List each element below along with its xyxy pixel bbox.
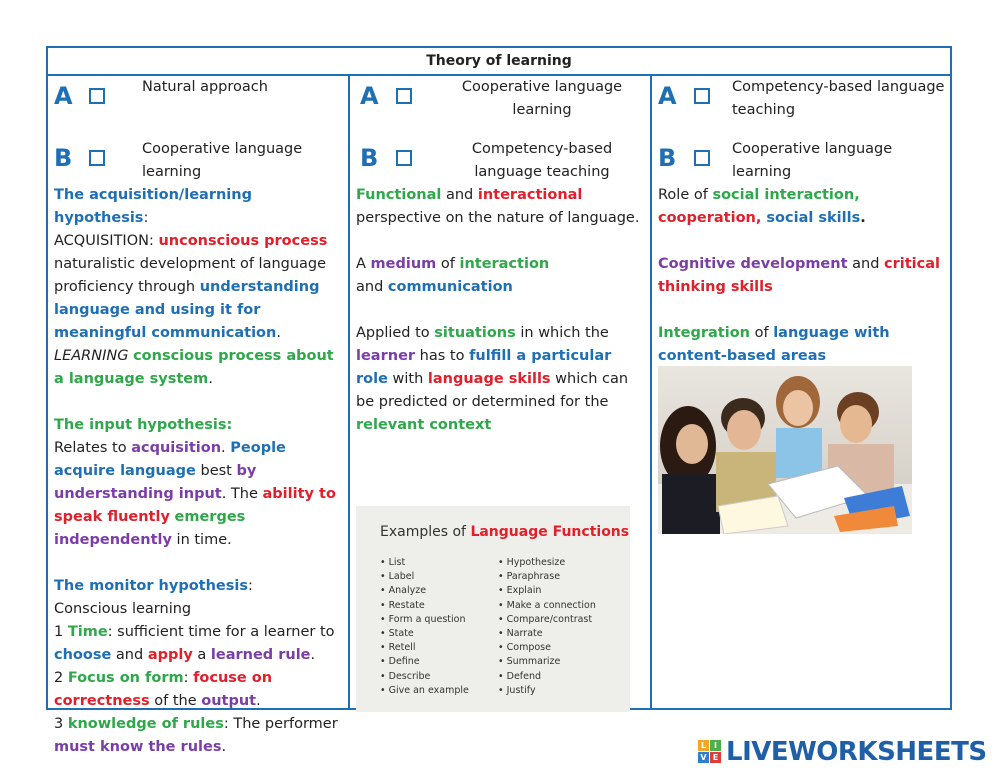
- text: perspective on the nature of language.: [356, 210, 640, 226]
- text: which can be predicted or determined for the: [356, 371, 629, 410]
- language-functions-left-list: [380, 556, 469, 698]
- students-photo: [658, 366, 912, 534]
- language-function-item: • Make a connection: [498, 599, 596, 613]
- table-title: Theory of learning: [48, 48, 950, 76]
- text: Applied to: [356, 325, 435, 341]
- role-paragraph: [658, 184, 944, 230]
- text: :: [143, 210, 149, 226]
- text: a: [192, 647, 211, 663]
- cognitive-paragraph: [658, 253, 944, 299]
- text: medium: [370, 256, 437, 272]
- monitor-heading: The monitor hypothesis: [54, 578, 248, 594]
- language-function-item: • Paraphrase: [498, 570, 596, 584]
- text: Relates to: [54, 440, 132, 456]
- input-heading: The input hypothesis:: [54, 417, 233, 433]
- text: . The: [221, 486, 263, 502]
- text: 1: [54, 624, 68, 640]
- language-function-item: • Justify: [498, 684, 596, 698]
- text: has to: [415, 348, 470, 364]
- option-b-letter: B: [658, 144, 677, 172]
- text: 2: [54, 670, 68, 686]
- language-function-item: • Summarize: [498, 655, 596, 669]
- option-a-checkbox[interactable]: [89, 88, 105, 104]
- text: : sufficient time for a learner to: [107, 624, 335, 640]
- language-function-item: • Defend: [498, 670, 596, 684]
- functional-paragraph: [356, 184, 646, 230]
- text: Integration: [658, 325, 750, 341]
- text: social skills: [761, 210, 861, 226]
- text: .: [221, 440, 231, 456]
- text: ability to speak fluently: [54, 486, 336, 525]
- text: and: [356, 279, 388, 295]
- text: People acquire language: [54, 440, 286, 479]
- option-b-checkbox[interactable]: [694, 150, 710, 166]
- language-function-item: • Compare/contrast: [498, 613, 596, 627]
- text: Role of: [658, 187, 713, 203]
- text: .: [276, 325, 281, 341]
- text: acquisition: [131, 440, 222, 456]
- text: and: [847, 256, 885, 272]
- language-function-item: • Analyze: [380, 584, 469, 598]
- language-function-item: • Define: [380, 655, 469, 669]
- text: of: [436, 256, 460, 272]
- text: : The performer: [223, 716, 338, 732]
- language-function-item: • Give an example: [380, 684, 469, 698]
- text: .: [310, 647, 316, 663]
- text: ACQUISITION:: [54, 233, 159, 249]
- text: best: [195, 463, 237, 479]
- logo-text: LIVEWORKSHEETS: [726, 737, 987, 767]
- column-1: [48, 74, 350, 755]
- language-function-item: • State: [380, 627, 469, 641]
- text: and: [441, 187, 478, 203]
- language-functions-right-list: [498, 556, 596, 698]
- text: interactional: [477, 187, 583, 203]
- text: independently: [54, 532, 172, 548]
- text: focuse on correctness: [54, 670, 273, 709]
- monitor-paragraph: [54, 575, 344, 759]
- text: unconscious process: [158, 233, 328, 249]
- text: with: [387, 371, 428, 387]
- text: apply: [147, 647, 193, 663]
- option-a-letter: A: [658, 82, 677, 110]
- text: knowledge of rules: [67, 716, 224, 732]
- text: :: [248, 578, 253, 594]
- text: learner: [356, 348, 416, 364]
- logo-block: E: [710, 752, 721, 763]
- text: fulfill a particular role: [356, 348, 612, 387]
- option-b-checkbox[interactable]: [89, 150, 105, 166]
- text: communication: [387, 279, 513, 295]
- text: choose: [54, 647, 112, 663]
- text: naturalistic development of language proficiency through: [54, 256, 327, 295]
- language-function-item: • Explain: [498, 584, 596, 598]
- text: social interaction,: [712, 187, 860, 203]
- acquisition-paragraph: [54, 184, 344, 391]
- option-a-letter: A: [360, 82, 379, 110]
- language-function-item: • Form a question: [380, 613, 469, 627]
- column-3-text: [658, 184, 944, 368]
- language-function-item: • List: [380, 556, 469, 570]
- option-b-label: Cooperative language learning: [732, 141, 893, 180]
- option-b-letter: B: [54, 144, 73, 172]
- text: Cognitive development: [658, 256, 848, 272]
- text: interaction: [459, 256, 550, 272]
- text: learned rule: [210, 647, 311, 663]
- option-a-label: Competency-based language teaching: [732, 79, 945, 118]
- text: must know the rules: [54, 739, 222, 755]
- column-2: [350, 74, 652, 708]
- column-3: [652, 74, 950, 708]
- medium-paragraph: [356, 253, 646, 299]
- integration-paragraph: [658, 322, 944, 368]
- text: cooperation,: [658, 210, 762, 226]
- text: language skills: [427, 371, 551, 387]
- acquisition-heading: The acquisition/learning hypothesis: [54, 187, 252, 226]
- text: of the: [149, 693, 202, 709]
- option-b-checkbox[interactable]: [396, 150, 412, 166]
- text: .: [221, 739, 227, 755]
- students-illustration: [658, 366, 912, 534]
- text: relevant context: [356, 417, 492, 433]
- text: Conscious learning: [54, 601, 192, 617]
- option-b-letter: B: [360, 144, 379, 172]
- option-a-checkbox[interactable]: [694, 88, 710, 104]
- language-functions-title: [380, 524, 629, 540]
- text: by understanding input: [54, 463, 257, 502]
- logo-blocks-icon: [698, 740, 722, 764]
- text: :: [183, 670, 194, 686]
- language-function-item: • Narrate: [498, 627, 596, 641]
- language-functions-image: [356, 506, 630, 712]
- text: Functional: [356, 187, 442, 203]
- text: in which the: [515, 325, 609, 341]
- option-a-label: Cooperative language learning: [461, 79, 623, 118]
- text: of: [749, 325, 774, 341]
- text: critical thinking skills: [658, 256, 940, 295]
- text: Time: [67, 624, 108, 640]
- text: Language Functions: [470, 524, 630, 540]
- applied-paragraph: [356, 322, 646, 437]
- option-b-label: Cooperative language learning: [142, 141, 303, 180]
- text: language with content-based areas: [658, 325, 890, 364]
- language-function-item: • Retell: [380, 641, 469, 655]
- text: Examples of: [380, 524, 471, 540]
- language-function-item: • Hypothesize: [498, 556, 596, 570]
- text: situations: [434, 325, 516, 341]
- text: and: [111, 647, 148, 663]
- language-function-item: • Compose: [498, 641, 596, 655]
- column-1-text: [54, 184, 344, 759]
- text: Focus on form: [67, 670, 184, 686]
- text: LEARNING: [54, 348, 134, 364]
- text: in time.: [171, 532, 232, 548]
- text: .: [208, 371, 213, 387]
- text: 3: [54, 716, 68, 732]
- option-b-label: Competency-based language teaching: [471, 141, 613, 180]
- option-a-label: Natural approach: [142, 79, 268, 95]
- language-function-item: • Describe: [380, 670, 469, 684]
- text: conscious process about a language system: [54, 348, 334, 387]
- option-a-letter: A: [54, 82, 73, 110]
- input-paragraph: [54, 414, 344, 552]
- language-function-item: • Restate: [380, 599, 469, 613]
- logo-block: L: [698, 740, 709, 751]
- language-function-item: • Label: [380, 570, 469, 584]
- text: understanding language and using it for meaningful communication: [54, 279, 320, 341]
- text: emerges: [174, 509, 246, 525]
- column-2-text: [356, 184, 646, 437]
- text: A: [356, 256, 371, 272]
- text: .: [860, 210, 866, 226]
- option-a-checkbox[interactable]: [396, 88, 412, 104]
- logo-block: I: [710, 740, 721, 751]
- text: .: [256, 693, 261, 709]
- text: output: [201, 693, 257, 709]
- logo-block: V: [698, 752, 709, 763]
